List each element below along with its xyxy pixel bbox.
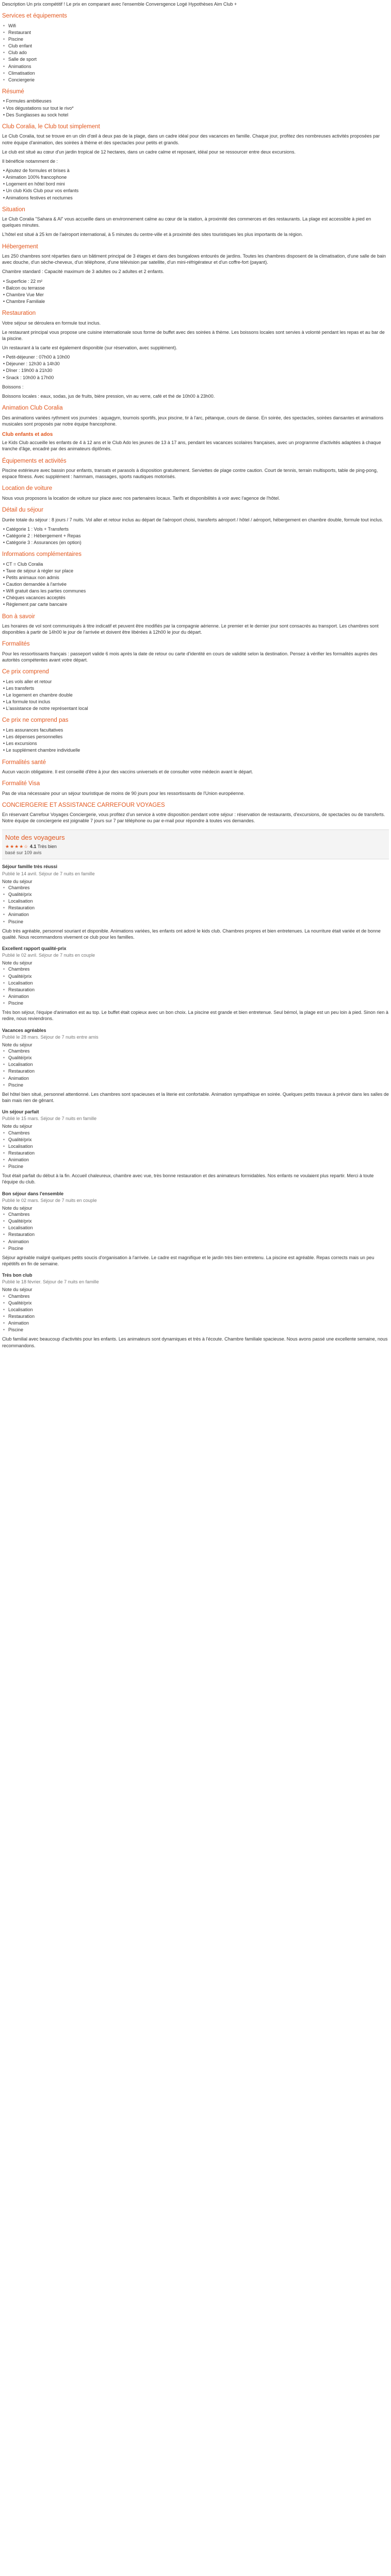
club-paragraph: Le club est situé au cœur d'un jardin tropical de 12 hectares, dans un cadre calme et reposant, idéal pour se ressourcer entre deux excursions. (2, 149, 296, 155)
bullet-icon: • (3, 1082, 5, 1088)
equipements-paragraph: Piscine extérieure avec bassin pour enfants, transats et parasols à disposition gratuitement. Serviettes de plage contre caution. Court de tennis, terrain multisports, table de ping-pong, espace fitness. Avec supplément : hammam, massages, sports nautiques motorisés. (2, 468, 378, 480)
kids-title: Club enfants et ados (2, 431, 53, 437)
resume-item: • Des Sunglasses au sock hotel (3, 112, 69, 117)
review-item (2, 863, 389, 940)
bon-savoir-paragraph: Les horaires de vol sont communiqués à titre indicatif et peuvent être modifiés par la compagnie aérienne. Le premier et le dernier jour sont consacrés au transport. Les chambres sont disponibles à partir de 14h00 le jour de l'arrivée et doivent être libérées à 12h00 le jour du départ. (2, 623, 379, 635)
review-item (2, 1109, 389, 1185)
location-paragraph: Nous vous proposons la location de voiture sur place avec nos partenaires locaux. Tarifs et disponibilités à voir avec l'agence de l'hôtel. (2, 495, 280, 501)
ne-comprend-list (2, 727, 389, 754)
conciergerie-title: CONCIERGERIE ET ASSISTANCE CARREFOUR VOYAGES (2, 802, 165, 808)
bullet-icon: • (3, 993, 5, 999)
service-item: • Club enfant (3, 43, 32, 49)
reviews-title: Note des voyageurs (5, 833, 65, 841)
resume-title: Résumé (2, 88, 24, 95)
review-criterion (3, 980, 389, 986)
review-meta: Publié le 28 mars. Séjour de 7 nuits entre amis (2, 1034, 99, 1040)
animation-title: Animation Club Coralia (2, 405, 63, 411)
review-criterion (3, 1225, 389, 1231)
review-criterion (3, 1218, 389, 1224)
ne-comprend-item: • Les excursions (3, 741, 37, 747)
kids-paragraph: Le Kids Club accueille les enfants de 4 à 12 ans et le Club Ado les jeunes de 13 à 17 ans, pendant les vacances scolaires françaises, avec un programme d'activités adaptées à chaque tranche d'âge, encadré par des animateurs diplômés. (2, 440, 381, 452)
bullet-icon: • (3, 1055, 5, 1061)
review-criterion (3, 1137, 389, 1143)
service-item: • Salle de sport (3, 57, 37, 62)
info-item: • Petits animaux non admis (3, 574, 59, 580)
review-criterion-label: Localisation (8, 1062, 33, 1067)
bullet-icon: • (3, 1314, 5, 1319)
bullet-icon: • (3, 1137, 5, 1142)
review-meta: Publié le 18 février. Séjour de 7 nuits en famille (2, 1279, 99, 1285)
bullet-icon: • (3, 1164, 5, 1170)
service-item: • Restaurant (3, 29, 31, 35)
detail-stay-item: • Catégorie 1 : Vols + Transferts (3, 526, 69, 532)
review-criterion (3, 905, 389, 911)
review-criterion-label: Qualité/prix (8, 1055, 32, 1061)
review-criterion (3, 1068, 389, 1074)
review-meta: Publié le 14 avril. Séjour de 7 nuits en famille (2, 871, 95, 876)
review-criteria-list (2, 1130, 389, 1170)
review-criterion (3, 1327, 389, 1333)
review-criterion-label: Restauration (8, 1314, 35, 1319)
review-criterion (3, 1157, 389, 1163)
review-criterion-label: Qualité/prix (8, 1300, 32, 1306)
service-item: • Club ado (3, 50, 27, 56)
bullet-icon: • (3, 1320, 5, 1326)
formalites-title: Formalités (2, 641, 30, 648)
reviews-summary: basé sur 109 avis (5, 850, 42, 856)
bullet-icon: • (3, 1218, 5, 1224)
review-text: Club familial avec beaucoup d'activités pour les enfants. Les animateurs sont dynamiques et très à l'écoute. Chambre familiale spacieuse. Nous avons passé une excellente semaine, nous recommandons. (2, 1336, 388, 1348)
review-criteria-title: Note du séjour (2, 1124, 32, 1129)
review-criterion (3, 1313, 389, 1319)
review-item (2, 945, 389, 1022)
bullet-icon: • (3, 1307, 5, 1312)
review-criterion-label: Chambres (8, 1048, 30, 1054)
review-criterion (3, 1150, 389, 1156)
detail-stay-item: • Catégorie 3 : Assurances (en option) (3, 539, 82, 545)
review-criterion (3, 1082, 389, 1088)
review-criterion (3, 973, 389, 979)
review-criterion (3, 898, 389, 904)
restauration-paragraph: Un restaurant à la carte est également disponible (sur réservation, avec supplément). (2, 345, 177, 351)
club-title: Club Coralia, le Club tout simplement (2, 123, 100, 130)
review-criteria-list (2, 966, 389, 1006)
hebergement-paragraph: Les 250 chambres sont réparties dans un bâtiment principal de 3 étages et dans des bungalows entourés de jardins. Toutes les chambres disposent de la climatisation, d'une salle de bain avec douche, d'un sèche-cheveux, d'un téléphone, d'une télévision par satellite, d'un mini-réfrigérateur et d'un coffre-fort (payant). (2, 253, 386, 265)
bullet-icon: • (3, 1069, 5, 1074)
review-criterion (3, 1245, 389, 1251)
review-title: Très bon club (2, 1273, 32, 1278)
ce-prix-item: • Les vols aller et retour (3, 679, 52, 684)
situation-paragraph: L'hôtel est situé à 25 km de l'aéroport international, à 5 minutes du centre-ville et à proximité des sites touristiques les plus importants de la région. (2, 232, 303, 238)
review-item (2, 1191, 389, 1267)
formalites-visa-paragraph: Pas de visa nécessaire pour un séjour touristique de moins de 90 jours pour les ressortissants de l'Union européenne. (2, 790, 245, 796)
club-list-item: • Animations festives et nocturnes (3, 195, 73, 200)
bullet-icon: • (3, 43, 5, 49)
bullet-icon: • (3, 980, 5, 986)
bullet-icon: • (3, 1327, 5, 1333)
review-criterion (3, 987, 389, 993)
star-rating-icon: ★★★★☆ (5, 844, 29, 850)
bullet-icon: • (3, 1130, 5, 1136)
review-criterion-label: Animation (8, 993, 29, 999)
review-title: Séjour famille très réussi (2, 864, 58, 870)
review-criterion (3, 1075, 389, 1081)
review-criterion-label: Animation (8, 1239, 29, 1244)
review-meta: Publié le 02 mars. Séjour de 7 nuits en couple (2, 1197, 97, 1203)
bullet-icon: • (3, 1225, 5, 1231)
situation-title: Situation (2, 206, 25, 213)
ne-comprend-item: • Le supplément chambre individuelle (3, 748, 80, 753)
ne-comprend-title: Ce prix ne comprend pas (2, 717, 69, 724)
bullet-icon: • (3, 892, 5, 897)
reviews-list (2, 863, 389, 1348)
review-text: Séjour agréable malgré quelques petits soucis d'organisation à l'arrivée. Le cadre est magnifique et le jardin très bien entretenu. La piscine est agréable. Repas corrects mais un peu répétitifs en fin de semaine. (2, 1255, 374, 1267)
bullet-icon: • (3, 1239, 5, 1244)
review-criterion (3, 1211, 389, 1217)
restauration-hour: • Snack : 10h00 à 17h00 (3, 375, 54, 380)
bullet-icon: • (3, 885, 5, 890)
review-criterion (3, 1061, 389, 1067)
review-criterion-label: Piscine (8, 1082, 24, 1088)
restauration-hours (2, 354, 389, 381)
review-criterion-label: Chambres (8, 967, 30, 972)
bullet-icon: • (3, 50, 5, 56)
bullet-icon: • (3, 1062, 5, 1067)
ce-prix-title: Ce prix comprend (2, 669, 49, 675)
restauration-title: Restauration (2, 310, 36, 317)
resume-item: • Vos dégustations sur tout le rivo* (3, 105, 74, 111)
review-criterion (3, 966, 389, 972)
ce-prix-item: • La formule tout inclus (3, 699, 51, 705)
review-criterion (3, 1320, 389, 1326)
ne-comprend-item: • Les assurances facultatives (3, 727, 63, 733)
formalites-sante-paragraph: Aucun vaccin obligatoire. Il est conseillé d'être à jour des vaccins universels et de consulter votre médecin avant le départ. (2, 769, 253, 775)
club-list (2, 167, 389, 201)
review-criteria-title: Note du séjour (2, 1205, 32, 1211)
service-item: • Conciergerie (3, 77, 35, 82)
club-list-item: • Animation 100% francophone (3, 175, 67, 180)
review-criterion (3, 891, 389, 897)
ce-prix-item: • Le logement en chambre double (3, 692, 73, 698)
conciergerie-paragraph: En réservant Carrefour Voyages Conciergerie, vous profitez d'un service à votre disposition pendant votre séjour : réservation de restaurants, d'excursions, de spectacles ou de transferts. Notre équipe de conciergerie est joignable 7 jours sur 7 par téléphone ou par e-mail pour répondre à toutes vos demandes. (2, 812, 385, 824)
formalites-sante-title: Formalités santé (2, 759, 46, 766)
bullet-icon: • (3, 987, 5, 992)
review-criterion-label: Animation (8, 1157, 29, 1163)
info-item: • Caution demandée à l'arrivée (3, 582, 67, 587)
bullet-icon: • (3, 36, 5, 42)
formalites-visa-title: Formalité Visa (2, 781, 40, 787)
review-title: Un séjour parfait (2, 1109, 39, 1115)
hebergement-item: • Balcon ou terrasse (3, 285, 45, 291)
review-criterion-label: Chambres (8, 885, 30, 890)
situation-paragraph: Le Club Coralia "Sahara & Al" vous accueille dans un environnement calme au cœur de la station, à proximité des commerces et des restaurants. La plage est accessible à pied en quelques minutes. (2, 216, 371, 228)
reviews-rating: 4.1 (29, 844, 37, 850)
review-criteria-title: Note du séjour (2, 960, 32, 966)
bullet-icon: • (3, 1001, 5, 1006)
review-criterion (3, 1048, 389, 1054)
detail-stay-item: • Catégorie 2 : Hébergement + Repas (3, 533, 81, 538)
review-criterion (3, 1130, 389, 1136)
review-criterion-label: Qualité/prix (8, 1137, 32, 1142)
bullet-icon: • (3, 29, 5, 35)
info-item: • Chèques vacances acceptés (3, 595, 66, 601)
review-criterion (3, 1231, 389, 1238)
info-title: Informations complémentaires (2, 551, 82, 558)
review-criterion (3, 1300, 389, 1306)
review-criterion (3, 1163, 389, 1170)
review-criteria-title: Note du séjour (2, 1042, 32, 1047)
review-criterion (3, 993, 389, 999)
bullet-icon: • (3, 1232, 5, 1238)
bullet-icon: • (3, 967, 5, 972)
review-criteria-list (2, 885, 389, 925)
review-criterion (3, 1239, 389, 1245)
reviews-label: Très bien (37, 844, 57, 850)
bullet-icon: • (3, 1150, 5, 1156)
bullet-icon: • (3, 63, 5, 69)
review-criterion-label: Localisation (8, 980, 33, 986)
bullet-icon: • (3, 919, 5, 924)
club-list-intro: Il bénéficie notamment de : (2, 158, 58, 164)
review-criterion-label: Animation (8, 912, 29, 918)
restauration-paragraph: Votre séjour se déroulera en formule tout inclus. (2, 320, 101, 326)
review-meta: Publié le 15 mars. Séjour de 7 nuits en famille (2, 1116, 97, 1122)
review-criterion (3, 1055, 389, 1061)
review-criterion-label: Restauration (8, 1150, 35, 1156)
bullet-icon: • (3, 77, 5, 82)
info-list (2, 561, 389, 608)
club-paragraph: Le Club Coralia, tout se trouve en un clin d'œil à deux pas de la plage, dans un cadre idéal pour des vacances en famille. Chaque jour, profitez des nombreuses activités proposées par notre équipe d'animation, des soirées à thème et des spectacles pour petits et grands. (2, 133, 380, 145)
detail-stay-paragraph: Durée totale du séjour : 8 jours / 7 nuits. Vol aller et retour inclus au départ de l'aéroport choisi, transferts aéroport / hôtel / aéroport, hébergement en chambre double, formule tout inclus. (2, 517, 383, 522)
boissons-text: Boissons locales : eaux, sodas, jus de fruits, bière pression, vin au verre, café et thé de 10h00 à 23h00. (2, 393, 215, 399)
reviews-header (2, 829, 389, 860)
hebergement-paragraph: Chambre standard : Capacité maximum de 3 adultes ou 2 adultes et 2 enfants. (2, 269, 165, 275)
ne-comprend-item: • Les dépenses personnelles (3, 734, 63, 740)
club-list-item: • Un club Kids Club pour vos enfants (3, 188, 79, 194)
bon-savoir-title: Bon à savoir (2, 613, 35, 620)
review-criteria-title: Note du séjour (2, 878, 32, 884)
service-item: • Climatisation (3, 70, 35, 76)
review-criterion (3, 1000, 389, 1006)
info-item: • CT = Club Coralia (3, 561, 43, 567)
review-criteria-list (2, 1048, 389, 1088)
hebergement-title: Hébergement (2, 243, 38, 250)
review-criterion (3, 1307, 389, 1313)
info-item: • Taxe de séjour à régler sur place (3, 568, 74, 573)
info-item: • Règlement par carte bancaire (3, 602, 68, 607)
review-title: Vacances agréables (2, 1027, 46, 1033)
review-criteria-list (2, 1293, 389, 1333)
bullet-icon: • (3, 899, 5, 904)
review-criterion-label: Localisation (8, 1225, 33, 1231)
review-criterion-label: Chambres (8, 1130, 30, 1136)
bullet-icon: • (3, 1245, 5, 1251)
detail-stay-list (2, 526, 389, 546)
bullet-icon: • (3, 1048, 5, 1054)
location-title: Location de voiture (2, 485, 53, 492)
review-criterion-label: Restauration (8, 1232, 35, 1238)
review-criterion-label: Qualité/prix (8, 1218, 32, 1224)
ce-prix-list (2, 679, 389, 712)
review-text: Très bon séjour, l'équipe d'animation est au top. Le buffet était copieux avec un bon choix. La piscine est grande et bien entretenue. Seul bémol, la plage est un peu loin à pied. Sinon rien à redire, nous reviendrons. (2, 1010, 388, 1022)
review-criterion-label: Animation (8, 1075, 29, 1081)
animation-paragraph: Des animations variées rythment vos journées : aquagym, tournois sportifs, jeux piscine, tir à l'arc, pétanque, cours de danse. En soirée, des spectacles, soirées dansantes et animations musicales sont proposés par notre équipe francophone. (2, 415, 384, 427)
club-list-item: • Ajoutez de formules et brises à (3, 167, 70, 173)
review-criteria-list (2, 1211, 389, 1251)
review-meta: Publié le 02 avril. Séjour de 7 nuits en couple (2, 953, 95, 958)
detail-stay-title: Détail du séjour (2, 507, 43, 514)
service-item: • Animations (3, 63, 31, 69)
restauration-hour: • Dîner : 19h00 à 21h30 (3, 368, 53, 374)
review-criterion-label: Piscine (8, 1001, 24, 1006)
bullet-icon: • (3, 1157, 5, 1163)
hebergement-item: • Chambre Vue Mer (3, 292, 44, 297)
bullet-icon: • (3, 23, 5, 28)
review-criterion-label: Animation (8, 1320, 29, 1326)
review-criterion-label: Localisation (8, 899, 33, 904)
bullet-icon: • (3, 912, 5, 918)
bullet-icon: • (3, 1300, 5, 1306)
services-list (2, 23, 389, 83)
bullet-icon: • (3, 70, 5, 76)
review-criterion-label: Qualité/prix (8, 892, 32, 897)
review-criterion (3, 885, 389, 891)
review-criterion-label: Chambres (8, 1293, 30, 1299)
review-criterion-label: Restauration (8, 905, 35, 911)
equipements-title: Équipements et activités (2, 457, 67, 464)
review-criterion-label: Restauration (8, 1069, 35, 1074)
reviews-score (5, 843, 386, 850)
services-title: Services et équipements (2, 13, 67, 20)
review-criterion (3, 1293, 389, 1299)
restauration-hour: • Petit-déjeuner : 07h00 à 10h00 (3, 354, 70, 360)
info-item: • Wifi gratuit dans les parties communes (3, 588, 86, 594)
restauration-paragraph: Le restaurant principal vous propose une cuisine internationale sous forme de buffet avec des soirées à thème. Les boissons locales sont servies à volonté pendant les repas et au bar de la piscine. (2, 329, 385, 341)
review-criterion-label: Localisation (8, 1143, 33, 1149)
intro-text: Description Un prix compétitif ! Le prix en comparant avec l'ensemble Conversgence Logé Hypothèses Aim Club + (2, 2, 237, 7)
service-item: • Wifi (3, 23, 16, 28)
review-criterion-label: Piscine (8, 1164, 24, 1170)
review-criterion-label: Chambres (8, 1212, 30, 1217)
hebergement-item: • Superficie : 22 m² (3, 278, 43, 284)
restauration-hour: • Déjeuner : 12h30 à 14h30 (3, 361, 60, 367)
resume-item: • Formules ambitieuses (3, 98, 52, 104)
bullet-icon: • (3, 57, 5, 62)
service-item: • Piscine (3, 36, 24, 42)
hebergement-item: • Chambre Familiale (3, 298, 45, 304)
bullet-icon: • (3, 1212, 5, 1217)
review-criterion-label: Localisation (8, 1307, 33, 1312)
review-criterion-label: Piscine (8, 1245, 24, 1251)
formalites-paragraph: Pour les ressortissants français : passeport valide 6 mois après la date de retour ou carte d'identité en cours de validité selon la destination. Pensez à vérifier les formalités auprès des autorités compétentes avant votre départ. (2, 651, 378, 663)
bullet-icon: • (3, 1143, 5, 1149)
review-text: Club très agréable, personnel souriant et disponible. Animations variées, les enfants ont adoré le kids club. Chambres propres et bien entretenues. La nourriture était variée et de bonne qualité. Nous recommandons vivement ce club pour les familles. (2, 928, 381, 940)
hebergement-list (2, 278, 389, 305)
resume-list (2, 98, 389, 117)
review-criterion (3, 911, 389, 918)
club-list-item: • Logement en hôtel bord mini (3, 181, 65, 187)
review-title: Bon séjour dans l'ensemble (2, 1191, 64, 1196)
review-criterion-label: Qualité/prix (8, 973, 32, 979)
bullet-icon: • (3, 973, 5, 979)
review-criteria-title: Note du séjour (2, 1287, 32, 1293)
review-text: Tout était parfait du début à la fin. Accueil chaleureux, chambre avec vue, très bonne restauration et des animateurs formidables. Nos enfants ne voulaient plus repartir. Merci à toute l'équipe du club. (2, 1173, 374, 1185)
boissons-title: Boissons : (2, 384, 24, 389)
ce-prix-item: • L'assistance de notre représentant local (3, 706, 88, 711)
review-criterion (3, 1143, 389, 1149)
review-text: Bel hôtel bien situé, personnel attentionné. Les chambres sont spacieuses et la literie est confortable. Animation sympathique en soirée. Quelques petits travaux à prévoir dans les salles de bain mais rien de gênant. (2, 1091, 389, 1103)
review-title: Excellent rapport qualité-prix (2, 945, 67, 951)
review-criterion-label: Piscine (8, 1327, 24, 1333)
review-item (2, 1272, 389, 1349)
review-criterion (3, 919, 389, 925)
review-criterion-label: Restauration (8, 987, 35, 992)
bullet-icon: • (3, 1075, 5, 1081)
bullet-icon: • (3, 905, 5, 911)
ce-prix-item: • Les transferts (3, 685, 35, 691)
bullet-icon: • (3, 1293, 5, 1299)
review-item (2, 1027, 389, 1104)
review-criterion-label: Piscine (8, 919, 24, 924)
